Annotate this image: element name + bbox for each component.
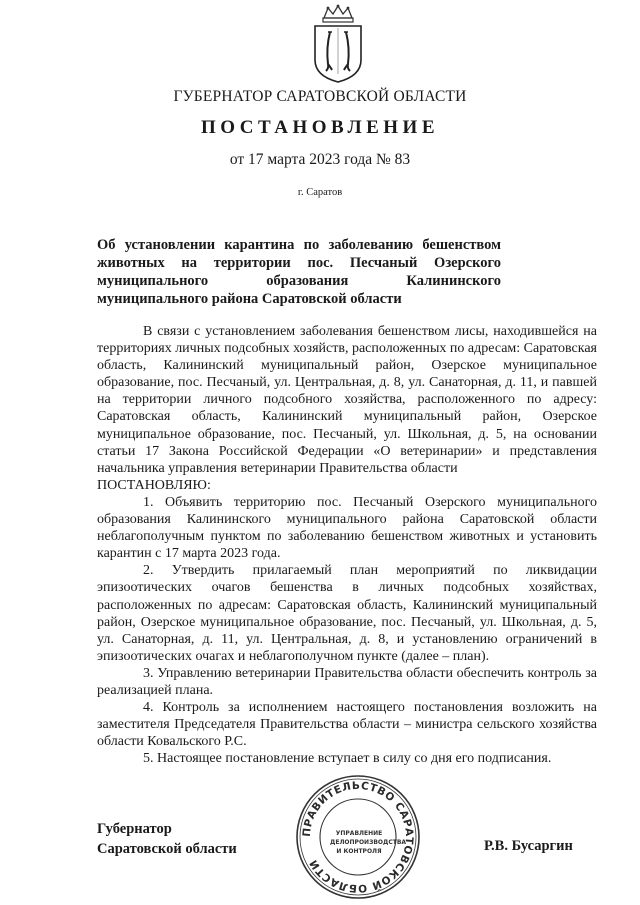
signatory-position — [97, 819, 237, 859]
document-title: Об установлении карантина по заболеванию бешенством животных на территории пос. Песчаный Озерского муниципального образования Калининского муниципального района Саратовской области — [97, 237, 501, 307]
document-date-number: от 17 марта 2023 года № 83 — [229, 151, 411, 168]
signatory-position-line: Саратовской области — [97, 841, 237, 857]
stamp-line: И КОНТРОЛЯ — [336, 848, 382, 855]
stamp-line: ДЕЛОПРОИЗВОДСТВА — [330, 839, 407, 846]
stamp-line: УПРАВЛЕНИЕ — [335, 830, 383, 837]
stamp-ring-text: ПРАВИТЕЛЬСТВО САРАТОВСКОЙ ОБЛАСТИ — [300, 779, 416, 895]
resolve-heading: ПОСТАНОВЛЯЮ: — [97, 477, 211, 493]
list-item: 5. Настоящее постановление вступает в силу со дня его подписания. — [143, 751, 552, 767]
list-item: 1. Объявить территорию пос. Песчаный Озерского муниципального образования Калининского муниципального района Саратовской области неблагополучным пунктом по заболеванию бешенством животных и установить карантин с 17 марта 2023 года. — [97, 494, 597, 562]
list-item: 3. Управлению ветеринарии Правительства области обеспечить контроль за реализацией плана. — [97, 665, 597, 698]
stamp-center-text — [330, 829, 407, 856]
document-type: ПОСТАНОВЛЕНИЕ — [200, 117, 440, 138]
list-item: 4. Контроль за исполнением настоящего постановления возложить на заместителя Председателя Правительства области – министра сельского хозяйства области Ковальского Р.С. — [97, 700, 597, 750]
document-city: г. Саратов — [297, 187, 343, 198]
issuing-authority: ГУБЕРНАТОР САРАТОВСКОЙ ОБЛАСТИ — [173, 88, 467, 105]
signatory-position-line: Губернатор — [97, 821, 172, 837]
preamble-paragraph: В связи с установлением заболевания бешенством лисы, находившейся на территориях личных подсобных хозяйств, расположенных по адресам: Саратовская область, Калининский муниципальный район, Озерское муниципальное образование, пос. Песчаный, ул. Центральная, д. 8, ул. Санаторная, д. 11, и павшей на территории личного подсобного хозяйства, расположенного по адресу: Саратовская область, Калининский муниципальный район, Озерское муниципальное образование, пос. Песчаный, ул. Школьная, д. 5, на основании статьи 17 Закона Российской Федерации «О ветеринарии» и представления начальника управления ветеринарии Правительства области — [97, 324, 597, 476]
saratov-coat-of-arms-icon — [306, 4, 370, 84]
list-item: 2. Утвердить прилагаемый план мероприятий по ликвидации эпизоотических очагов бешенства в личных подсобных хозяйствах, расположенных по адресам: Саратовская область, Калининский муниципальный район, Озерское муниципальное образование, пос. Песчаный, ул. Школьная, д. 5, ул. Санаторная, д. 11, ул. Центральная, д. 8, и установлению ограничений в эпизоотических очагах и неблагополучном пункте (далее – план). — [97, 563, 597, 664]
document-body — [97, 323, 597, 767]
signatory-name: Р.В. Бусаргин — [484, 838, 573, 854]
